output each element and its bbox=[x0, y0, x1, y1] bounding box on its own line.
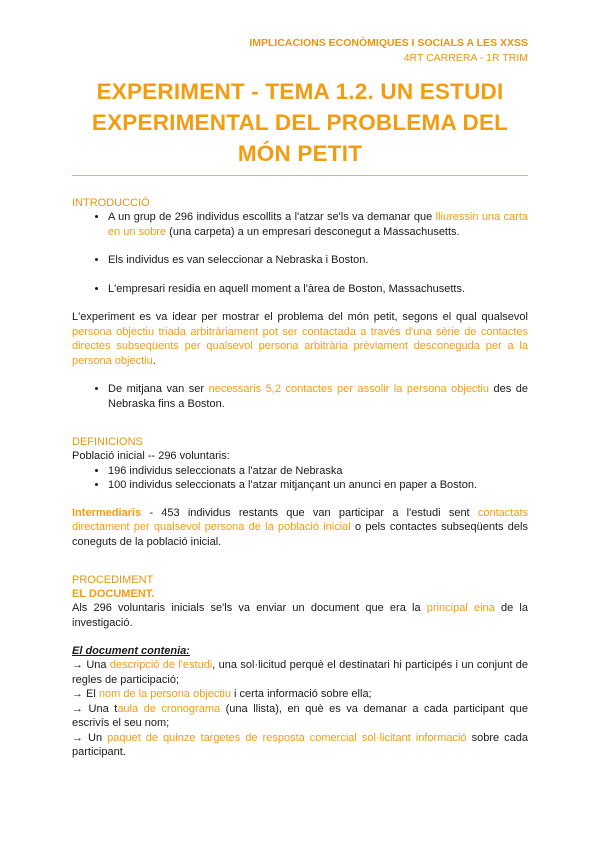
contents-heading: El document contenia: bbox=[72, 645, 190, 657]
intro-list-a bbox=[72, 210, 528, 296]
list-item: • A un grup de 296 individus escollits a l'atzar se'ls va demanar que lliuressin una carta en un sobre (una carpeta) a un empresari desconegut a Massachusetts. bbox=[108, 210, 528, 239]
procedure-heading: PROCEDIMENT bbox=[72, 574, 154, 586]
document-page bbox=[72, 0, 528, 760]
intro-list-b bbox=[72, 382, 528, 411]
title-divider bbox=[72, 175, 528, 176]
list-item: • Els individus es van seleccionar a Nebraska i Boston. bbox=[108, 253, 528, 268]
header-subject: IMPLICACIONS ECONÒMIQUES I SOCIALS A LES XXSS bbox=[249, 37, 528, 49]
definitions-heading: DEFINICIONS bbox=[72, 436, 143, 448]
intro-heading: INTRODUCCIÓ bbox=[72, 197, 150, 209]
intro-paragraph: L'experiment es va idear per mostrar el problema del món petit, segons el qual qualsevol persona objectiu triada arbitràriament pot ser contactada a través d'una sèrie de contactes directes subseqüents per qualsevol persona arbitrària prèviament desconeguda per a la persona objectiu. bbox=[72, 311, 528, 367]
procedure-subheading: EL DOCUMENT. bbox=[72, 588, 155, 600]
contents-line: → Una descripció de l'estudi, una sol·licitud perquè el destinatari hi participés i un conjunt de regles de participació; bbox=[72, 659, 528, 686]
page-title: EXPERIMENT - TEMA 1.2. UN ESTUDI EXPERIMENTAL DEL PROBLEMA DEL MÓN PETIT bbox=[91, 79, 509, 166]
intermediaris-paragraph: Intermediaris - 453 individus restants que van participar a l'estudi sent contactats directament per qualsevol persona de la població inicial o pels contactes subseqüents dels coneguts de la població inicial. bbox=[72, 506, 528, 548]
procedure-paragraph: Als 296 voluntaris inicials se'ls va enviar un document que era la principal eina de la investigació. bbox=[72, 602, 528, 629]
list-item: • 100 individus seleccionats a l'atzar mitjançant un anunci en paper a Boston. bbox=[108, 478, 528, 493]
list-item: • L'empresari residia en aquell moment a l'àrea de Boston, Massachusetts. bbox=[108, 282, 528, 297]
header-course: 4RT CARRERA - 1R TRIM bbox=[403, 52, 528, 64]
contents-line: → Un paquet de quinze targetes de resposta comercial sol·licitant informació sobre cada participant. bbox=[72, 731, 528, 758]
definitions-line: Població inicial -- 296 voluntaris: bbox=[72, 450, 230, 462]
contents-line: → Una taula de cronograma (una llista), en què es va demanar a cada participant que escrivís el seu nom; bbox=[72, 702, 529, 729]
contents-line: → El nom de la persona objectiu i certa informació sobre ella; bbox=[72, 688, 372, 700]
list-item: • De mitjana van ser necessaris 5,2 contactes per assolir la persona objectiu des de Nebraska fins a Boston. bbox=[108, 382, 528, 411]
definitions-list bbox=[72, 464, 528, 493]
list-item: • 196 individus seleccionats a l'atzar de Nebraska bbox=[108, 464, 528, 479]
